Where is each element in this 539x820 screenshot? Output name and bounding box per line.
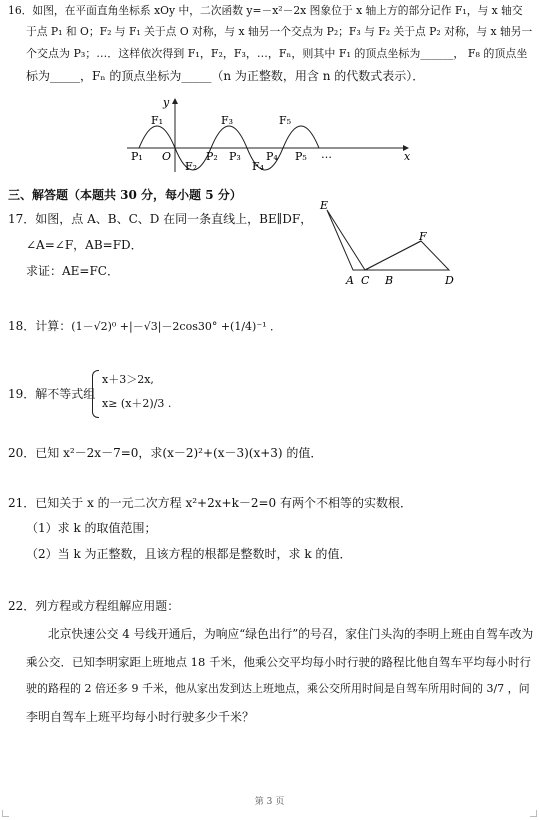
q17-geometry-figure [315, 196, 465, 291]
label-a: A [346, 274, 354, 287]
q22-line-3: 乘公交．已知李明家距上班地点 18 千米，他乘公交平均每小时行驶的路程比他自驾车平均每小时行 [26, 655, 531, 669]
point-label-p5: P₅ [295, 150, 307, 163]
triangle-cdf [355, 241, 449, 270]
q16-line-4: 标为_____，Fₙ 的顶点坐标为_____（n 为正整数，用含 n 的代数式表示）． [26, 69, 425, 83]
point-label-p3: P₃ [229, 150, 241, 163]
curve-label-f4: F₄ [252, 160, 265, 173]
q22-line-1: 22．列方程或方程组解应用题： [8, 599, 180, 613]
brace [92, 370, 99, 418]
y-axis-label: y [163, 96, 170, 109]
curve-label-f2: F₂ [185, 160, 198, 173]
point-label-p2: P₂ [206, 150, 218, 163]
q22-line-4: 驶的路程的 2 倍还多 9 千米，他从家出发到达上班地点，乘公交所用时间是自驾车所用时间的 3/7 ，问 [26, 682, 530, 695]
q20-text: 20．已知 x²－2x－7=0，求(x－2)²+(x－3)(x+3) 的值． [8, 446, 323, 460]
q16-line-2: 于点 P₁ 和 O；F₂ 与 F₁ 关于点 O 对称，与 x 轴另一个交点为 P₂；F₃ 与 F₂ 关于点 P₂ 对称，与 x 轴另一 [26, 25, 533, 38]
origin-label: O [162, 150, 172, 163]
corner-mark-left [2, 810, 9, 817]
q18-expression: (1－√2)⁰ +|－√3|－2cos30° +(1/4)⁻¹ ． [71, 320, 282, 333]
q22-line-5: 李明自驾车上班平均每小时行驶多少千米？ [26, 710, 255, 724]
point-label-p1: P₁ [131, 150, 143, 163]
label-c: C [361, 274, 370, 287]
x-axis-label: x [404, 150, 411, 163]
q21-line-3: （2）当 k 为正整数，且该方程的根都是整数时，求 k 的值． [26, 547, 352, 561]
segment-cf [365, 241, 421, 270]
label-d: D [445, 274, 454, 287]
curve-label-f1: F₁ [151, 114, 164, 127]
curve-label-f3: F₃ [221, 114, 234, 127]
curve-label-f5: F₅ [279, 114, 292, 127]
q17-line-3: 求证：AE=FC． [26, 264, 119, 278]
triangle-abe [327, 210, 365, 270]
q19-inequality-2: x≥ (x＋2)/3 . [102, 397, 172, 410]
q18-prefix: 18．计算： [8, 319, 72, 333]
q17-line-2: ∠A=∠F，AB=FD． [26, 238, 143, 252]
q16-parabola-figure [125, 94, 420, 174]
q21-line-1: 21．已知关于 x 的一元二次方程 x²+2x+k－2=0 有两个不相等的实数根． [8, 496, 412, 510]
q16-line-3: 个交点为 P₃；…．这样依次得到 F₁，F₂，F₃，…，Fₙ，则其中 F₁ 的顶点坐标为______， F₈ 的顶点坐 [26, 47, 528, 60]
section-3-title: 三、解答题（本题共 30 分，每小题 5 分） [8, 188, 242, 202]
page-number: 第 3 页 [254, 797, 285, 807]
q16-line-1: 16．如图，在平面直角坐标系 xOy 中，二次函数 y=－x²－2x 图象位于 x 轴上方的部分记作 F₁，与 x 轴交 [8, 4, 523, 17]
label-b: B [385, 274, 394, 287]
q18-line [8, 318, 281, 335]
ellipsis: … [321, 148, 332, 161]
point-label-p4: P₄ [266, 150, 278, 163]
q21-line-2: （1）求 k 的取值范围； [26, 521, 157, 535]
corner-mark-right [530, 810, 537, 817]
q22-line-2: 北京快速公交 4 号线开通后，为响应“绿色出行”的号召，家住门头沟的李明上班由自驾车改为 [48, 627, 534, 641]
label-f: F [419, 230, 427, 243]
q17-line-1: 17．如图，点 A、B、C、D 在同一条直线上，BE∥DF， [8, 212, 313, 226]
q19-prefix: 19．解不等式组 [8, 387, 96, 401]
label-e: E [320, 199, 329, 212]
q19-inequality-1: x＋3＞2x, [102, 373, 154, 386]
